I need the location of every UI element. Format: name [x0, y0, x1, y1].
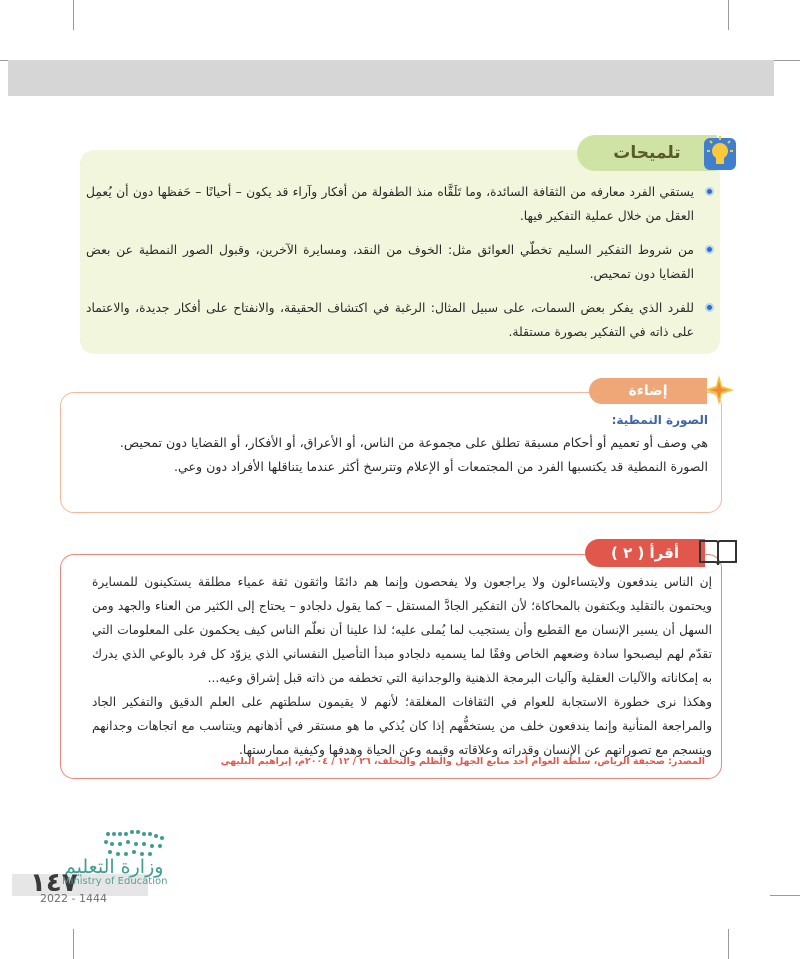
iqra-title: أقرأ ( ٢ ): [585, 539, 705, 567]
tip-item: للفرد الذي يفكر بعض السمات، على سبيل المثال: الرغبة في اكتشاف الحقيقة، والانفتاح على أفكار جديدة، والاعتماد على ذاته في التفكير بصورة مستقلة.: [86, 296, 714, 344]
ministry-name-en: Ministry of Education: [62, 876, 168, 887]
crop-mark: [728, 0, 729, 30]
crop-mark: [770, 60, 800, 61]
ministry-name-ar: وزارة التعليم: [64, 856, 164, 878]
bullet-icon: [705, 245, 714, 254]
tip-item: من شروط التفكير السليم تخطّي العوائق مثل: الخوف من النقد، ومسايرة الآخرين، وقبول الصور النمطية عن بعض القضايا دون تمحيص.: [86, 238, 714, 286]
tips-title: تلميحات: [577, 135, 717, 171]
idaa-text: هي وصف أو تعميم أو أحكام مسبقة تطلق على مجموعة من الناس، أو الأعراق، أو الأفكار، أو القضايا دون تمحيص. الصورة النمطية قد يكتسبها الفرد من المجتمعات أو الإعلام وتترسخ أكثر عندما يتناقلها الأفراد دون وعي.: [119, 435, 708, 474]
header-bar: [8, 60, 774, 96]
idaa-title: إضاءة: [589, 378, 707, 404]
crop-mark: [73, 0, 74, 30]
tip-item: يستقي الفرد معارفه من الثقافة السائدة، وما تَلَقَّاه منذ الطفولة من أفكار وآراء قد يكون – أحيانًا – حَفظها دون أن يُعمِل العقل من خلال عملية التفكير فيها.: [86, 180, 714, 228]
bullet-icon: [705, 303, 714, 312]
iqra-text: إن الناس يندفعون ولايتساءلون ولا يراجعون ولا يفحصون وإنما هم دائمًا واثقون ثقة عمياء مطلقة يستكينون للمسايرة ويحتمون بالتقليد ويكتفون بالمحاكاة؛ لأن التفكير الجادَّ المستقل – كما يقول دلجادو – يحتاج إلى الكثير من العناء والجهد ومن السهل أن يسير الإنسان مع القطيع وأن يستجيب لما يُملى عليه؛ لذا علينا أن نعلّم الناس كيف يحكمون على المعلومات التي تقدّم لهم ليصبحوا سادة وضعهم الخاص وفقًا لما يسميه دلجادو مبدأ التأصيل النفساني الذي يزوّد كل فرد بالوعي الذي يدرك به إمكاناته والآليات العقلية وآليات البرمجة الذهنية والوجدانية التي تخطفه من ذاته قبل إشراق وعيه... وهكذا نرى خطورة الاستجابة للعوام في الثقافات المغلقة؛ لأنهم لا يقيمون سلطتهم على العلم الدقيق والتفكير الجاد والمراجعة المتأنية وإنما يندفعون خلف من يستخفُّهم إذا كان يُذكي ما هو مستقر في أذهانهم ويتناسب مع اتجاهات وجدانهم وينسجم مع تصوراتهم عن الإنسان وقدراته وعلاقاته وقيمه وعن الحياة وهدفها وكيفية ممارستها.: [92, 575, 712, 757]
idaa-subtitle: الصورة النمطية:: [611, 413, 708, 427]
lightbulb-icon: [703, 134, 737, 172]
iqra-source: المصدر: صحيفة الرياض، سلطة العوام أحد منابع الجهل والظلم والتخلف، ٢٦ / ١٢ / ٢٠٠٤م، إبراهيم البليهي: [220, 756, 705, 767]
bullet-icon: [705, 187, 714, 196]
crop-mark: [728, 929, 729, 959]
crop-mark: [770, 895, 800, 896]
edition-year: 2022 - 1444: [40, 892, 107, 905]
sparkle-icon: [703, 374, 735, 406]
crop-mark: [73, 929, 74, 959]
page-number: ١٤٧: [30, 868, 78, 898]
open-book-icon: [698, 536, 738, 568]
ministry-logo: [100, 826, 170, 860]
tips-list: [86, 180, 714, 354]
